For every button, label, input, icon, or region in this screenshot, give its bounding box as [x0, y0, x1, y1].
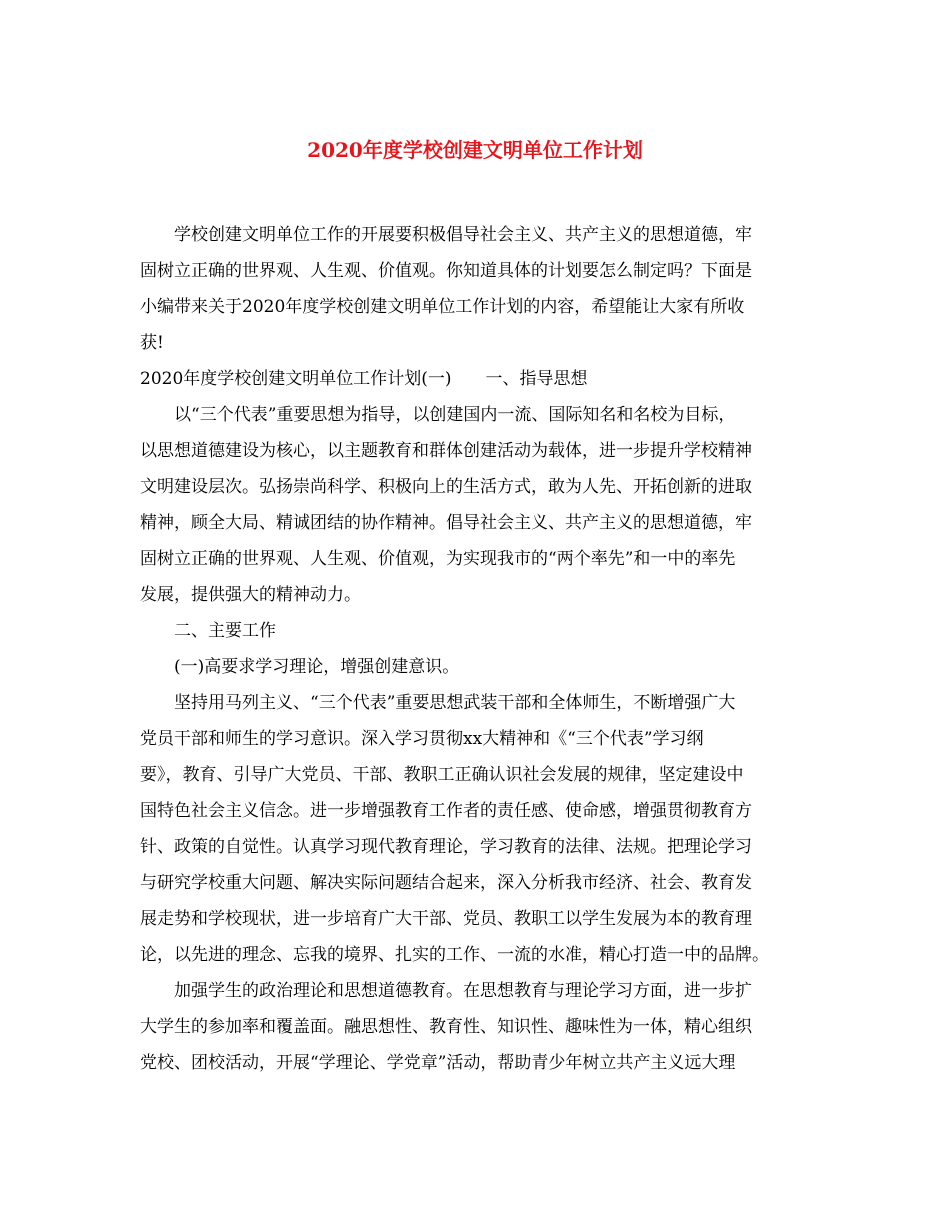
- paragraph-line: 大学生的参加率和覆盖面。融思想性、教育性、知识性、趣味性为一体，精心组织: [140, 1017, 752, 1037]
- paragraph-line: 发展，提供强大的精神动力。: [140, 585, 361, 605]
- subsection-heading: (一)高要求学习理论，增强创建意识。: [174, 657, 460, 677]
- paragraph-line: 学校创建文明单位工作的开展要积极倡导社会主义、共产主义的思想道德，牢: [174, 225, 752, 245]
- paragraph-line: 与研究学校重大问题、解决实际问题结合起来，深入分析我市经济、社会、教育发: [140, 873, 752, 893]
- paragraph-line: 文明建设层次。弘扬崇尚科学、积极向上的生活方式，敢为人先、开拓创新的进取: [140, 477, 752, 497]
- paragraph-line: 党校、团校活动，开展“学理论、学党章”活动，帮助青少年树立共产主义远大理: [140, 1053, 736, 1073]
- paragraph-line: 针、政策的自觉性。认真学习现代教育理论，学习教育的法律、法规。把理论学习: [140, 837, 752, 857]
- paragraph-line: 固树立正确的世界观、人生观、价值观。你知道具体的计划要怎么制定吗？下面是: [140, 261, 752, 281]
- paragraph-line: 获!: [140, 333, 164, 353]
- paragraph-line: 加强学生的政治理论和思想道德教育。在思想教育与理论学习方面，进一步扩: [174, 981, 752, 1001]
- paragraph-line: 国特色社会主义信念。进一步增强教育工作者的责任感、使命感，增强贯彻教育方: [140, 801, 752, 821]
- paragraph-line: 以思想道德建设为核心，以主题教育和群体创建活动为载体，进一步提升学校精神: [140, 441, 752, 461]
- paragraph-line: 以“三个代表”重要思想为指导，以创建国内一流、国际知名和名校为目标，: [174, 405, 736, 425]
- paragraph-line: 坚持用马列主义、“三个代表”重要思想武装干部和全体师生，不断增强广大: [174, 693, 736, 713]
- paragraph-line: 论，以先进的理念、忘我的境界、扎实的工作、一流的水准，精心打造一中的品牌。: [140, 945, 769, 965]
- paragraph-line: 小编带来关于2020年度学校创建文明单位工作计划的内容，希望能让大家有所收: [140, 297, 745, 317]
- section-heading-line: 2020年度学校创建文明单位工作计划(一) 一、指导思想: [140, 369, 588, 389]
- paragraph-line: 党员干部和师生的学习意识。深入学习贯彻xx大精神和《“三个代表”学习纲: [140, 729, 704, 749]
- paragraph-line: 精神，顾全大局、精诚团结的协作精神。倡导社会主义、共产主义的思想道德，牢: [140, 513, 752, 533]
- paragraph-line: 展走势和学校现状，进一步培育广大干部、党员、教职工以学生发展为本的教育理: [140, 909, 752, 929]
- section-heading: 二、主要工作: [174, 621, 276, 641]
- document-title: 2020年度学校创建文明单位工作计划: [307, 138, 643, 162]
- paragraph-line: 固树立正确的世界观、人生观、价值观，为实现我市的“两个率先”和一中的率先: [140, 549, 736, 569]
- paragraph-line: 要》，教育、引导广大党员、干部、教职工正确认识社会发展的规律，坚定建设中: [140, 765, 744, 785]
